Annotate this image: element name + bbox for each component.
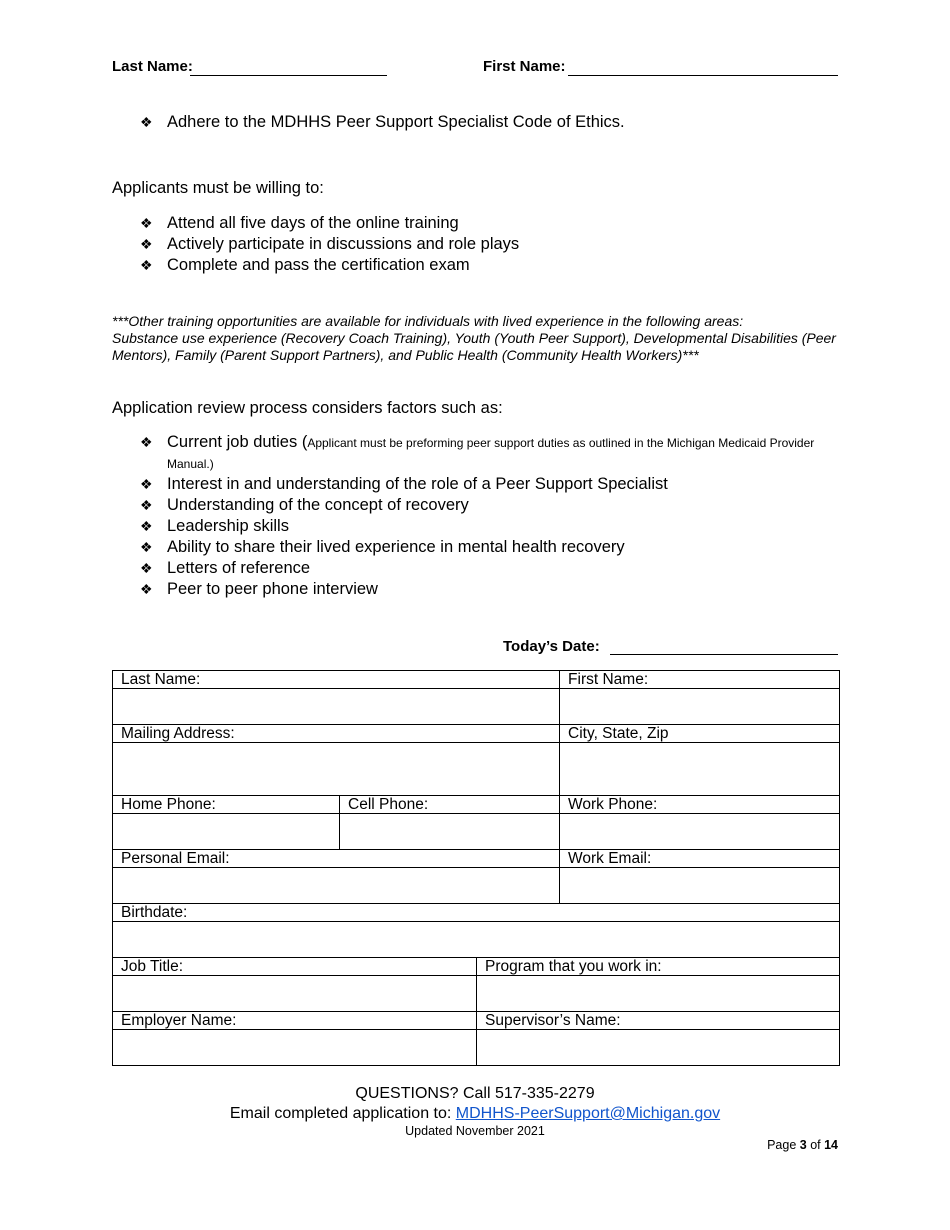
ethics-list xyxy=(140,112,840,133)
list-item: ❖ Actively participate in discussions and role plays xyxy=(140,235,520,253)
application-form-table xyxy=(112,670,840,1066)
work-phone-label: Work Phone: xyxy=(560,796,840,814)
todays-date-line[interactable] xyxy=(610,654,838,655)
last-name-label: Last Name: xyxy=(113,671,560,689)
job-title-field[interactable] xyxy=(113,976,477,1012)
diamond-bullet-icon: ❖ xyxy=(140,114,153,130)
review-intro: Application review process considers factors such as: xyxy=(112,399,503,417)
list-item: ❖ Adhere to the MDHHS Peer Support Specialist Code of Ethics. xyxy=(140,113,625,131)
header-first-name-label: First Name: xyxy=(483,58,566,75)
todays-date-label: Today’s Date: xyxy=(503,638,600,655)
list-item: ❖ Interest in and understanding of the role of a Peer Support Specialist xyxy=(140,475,668,493)
willing-intro: Applicants must be willing to: xyxy=(112,179,324,197)
supervisor-name-label: Supervisor’s Name: xyxy=(477,1012,840,1030)
review-list xyxy=(140,432,840,600)
home-phone-label: Home Phone: xyxy=(113,796,340,814)
home-phone-field[interactable] xyxy=(113,814,340,850)
training-note-line1: ***Other training opportunities are available for individuals with lived experience in the following areas: xyxy=(112,313,744,329)
first-name-field[interactable] xyxy=(560,689,840,725)
list-item: ❖ Current job duties (Applicant must be preforming peer support duties as outlined in the Michigan Medicaid Provider Manual.) xyxy=(140,433,815,471)
list-item: ❖ Peer to peer phone interview xyxy=(140,580,378,598)
last-name-field[interactable] xyxy=(113,689,560,725)
diamond-bullet-icon: ❖ xyxy=(140,476,153,492)
diamond-bullet-icon: ❖ xyxy=(140,257,153,273)
personal-email-field[interactable] xyxy=(113,868,560,904)
mailing-address-field[interactable] xyxy=(113,743,560,796)
diamond-bullet-icon: ❖ xyxy=(140,215,153,231)
program-label: Program that you work in: xyxy=(477,958,840,976)
personal-email-label: Personal Email: xyxy=(113,850,560,868)
work-phone-field[interactable] xyxy=(560,814,840,850)
training-note-line2: Substance use experience (Recovery Coach Training), Youth (Youth Peer Support), Developmental Disabilities (Peer Mentors), Family (Parent Support Partners), and Public Health (Community Health Workers)*** xyxy=(112,330,836,363)
training-note xyxy=(112,313,842,364)
diamond-bullet-icon: ❖ xyxy=(140,497,153,513)
birthdate-label: Birthdate: xyxy=(113,904,840,922)
diamond-bullet-icon: ❖ xyxy=(140,560,153,576)
city-state-zip-field[interactable] xyxy=(560,743,840,796)
supervisor-name-field[interactable] xyxy=(477,1030,840,1066)
footer-email-link[interactable]: MDHHS-PeerSupport@Michigan.gov xyxy=(455,1105,721,1122)
header-last-name-label: Last Name: xyxy=(112,58,193,75)
birthdate-field[interactable] xyxy=(113,922,840,958)
list-item: ❖ Leadership skills xyxy=(140,517,289,535)
employer-name-field[interactable] xyxy=(113,1030,477,1066)
cell-phone-label: Cell Phone: xyxy=(340,796,560,814)
city-state-zip-label: City, State, Zip xyxy=(560,725,840,743)
diamond-bullet-icon: ❖ xyxy=(140,539,153,555)
work-email-field[interactable] xyxy=(560,868,840,904)
list-item: ❖ Understanding of the concept of recovery xyxy=(140,496,469,514)
list-item: ❖ Complete and pass the certification exam xyxy=(140,256,470,274)
diamond-bullet-icon: ❖ xyxy=(140,236,153,252)
diamond-bullet-icon: ❖ xyxy=(140,518,153,534)
employer-name-label: Employer Name: xyxy=(113,1012,477,1030)
work-email-label: Work Email: xyxy=(560,850,840,868)
page-number: Page 3 of 14 xyxy=(767,1138,838,1152)
job-title-label: Job Title: xyxy=(113,958,477,976)
list-item: ❖ Letters of reference xyxy=(140,559,311,577)
first-name-label: First Name: xyxy=(560,671,840,689)
footer-questions: QUESTIONS? Call 517-335-2279 xyxy=(355,1085,595,1102)
footer-updated: Updated November 2021 xyxy=(405,1124,545,1138)
footer-email-prefix: Email completed application to: xyxy=(229,1105,456,1122)
header-first-name-line[interactable] xyxy=(568,75,838,76)
cell-phone-field[interactable] xyxy=(340,814,560,850)
list-item: ❖ Ability to share their lived experience in mental health recovery xyxy=(140,538,625,556)
diamond-bullet-icon: ❖ xyxy=(140,581,153,597)
program-field[interactable] xyxy=(477,976,840,1012)
list-item: ❖ Attend all five days of the online training xyxy=(140,214,459,232)
willing-list xyxy=(140,213,840,276)
diamond-bullet-icon: ❖ xyxy=(140,434,153,450)
mailing-address-label: Mailing Address: xyxy=(113,725,560,743)
header-last-name-line[interactable] xyxy=(190,75,387,76)
footer-email-line xyxy=(0,1105,950,1123)
